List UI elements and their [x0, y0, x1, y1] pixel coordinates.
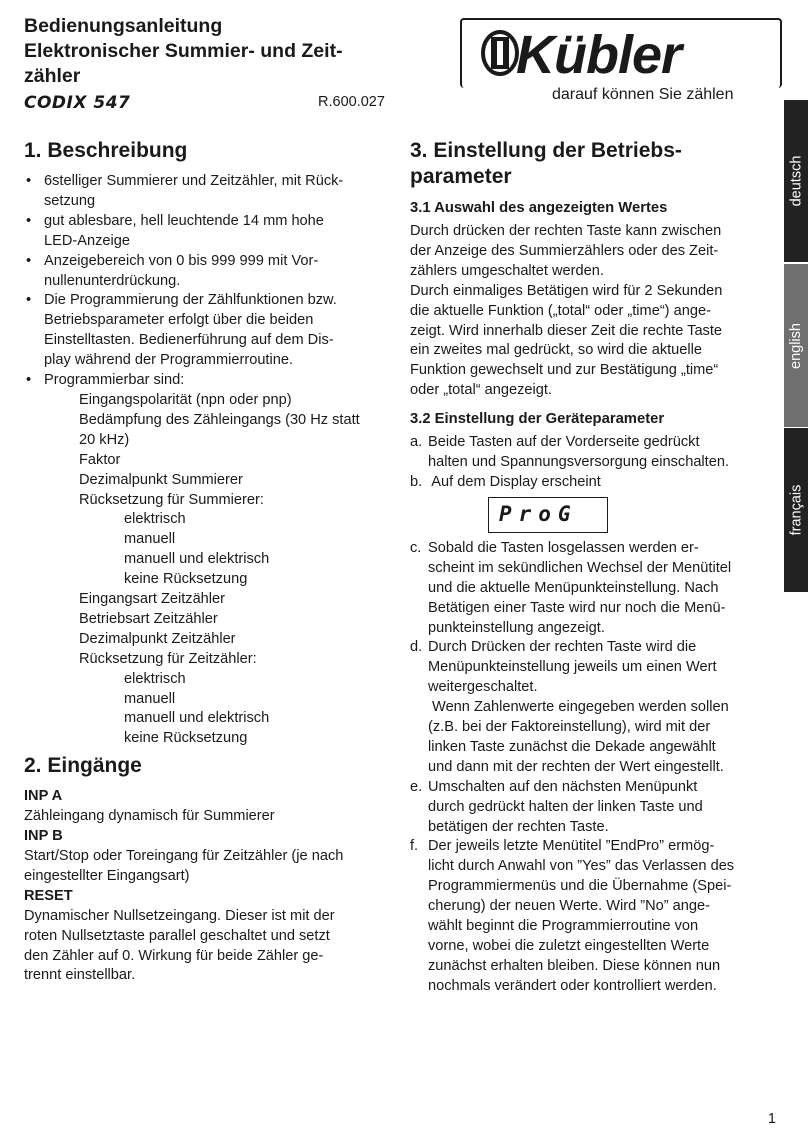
- step-marker: a.: [410, 434, 423, 451]
- step-marker: b.: [410, 473, 423, 490]
- logo-wordmark: Kübler: [516, 25, 682, 85]
- text-line: Durch einmaliges Betätigen wird für 2 Sekunden: [410, 282, 723, 299]
- heading-line: parameter: [410, 165, 512, 188]
- display-text: ProG: [499, 501, 578, 526]
- reset-label: RESET: [24, 887, 73, 904]
- step-marker: c.: [410, 539, 422, 556]
- title-line: zähler: [24, 65, 81, 87]
- reset-text: trennt einstellbar.: [24, 967, 136, 984]
- section-3-2-heading: 3.2 Einstellung der Geräteparameter: [410, 411, 665, 428]
- section-2-heading: 2. Eingänge: [24, 754, 142, 778]
- step-line: cherung) der neuen Werte. Wird ”No” ange-: [428, 898, 711, 915]
- tab-francais[interactable]: [784, 428, 808, 592]
- bullet-line: • 6stelliger Summierer und Zeitzähler, mit Rück-: [44, 173, 344, 189]
- step-line: betätigen der rechten Taste.: [428, 818, 609, 835]
- inp-b-text: eingestellter Eingangsart): [24, 867, 190, 884]
- display-readout: [488, 497, 608, 533]
- step-item: [410, 473, 776, 493]
- logo-slogan: darauf können Sie zählen: [552, 86, 734, 103]
- tab-english[interactable]: [784, 264, 808, 427]
- text-line: zeigt. Wird innerhalb dieser Zeit die rechte Taste: [410, 322, 723, 339]
- text-line: Durch drücken der rechten Taste kann zwischen: [410, 223, 722, 239]
- inp-b-text: Start/Stop oder Toreingang für Zeitzähler (je nach: [24, 848, 344, 864]
- step-line: punkteinstellung angezeigt.: [428, 619, 605, 636]
- bullet-line: setzung: [44, 192, 96, 209]
- bullet-line: • Anzeigebereich von 0 bis 999 999 mit Vor-: [44, 252, 319, 269]
- text-line: der Anzeige des Summierzählers oder des Zeit-: [410, 242, 719, 259]
- tab-deutsch[interactable]: [784, 100, 808, 262]
- step-line: weitergeschaltet.: [428, 679, 538, 696]
- left-column: [24, 138, 392, 986]
- step-line: halten und Spannungsversorgung einschalten.: [428, 454, 730, 471]
- list-item: [24, 252, 392, 292]
- title-line: Bedienungsanleitung: [24, 15, 223, 37]
- text-line: zählers umgeschaltet werden.: [410, 262, 604, 279]
- step-marker: d.: [410, 639, 423, 656]
- bullet-line: play während der Programmierroutine.: [44, 352, 294, 369]
- programmable-item: manuell: [124, 690, 176, 707]
- step-line: Betätigen einer Taste wird nur noch die Menü-: [428, 599, 726, 616]
- programmable-items: [44, 391, 392, 749]
- section-3-1-text: [410, 222, 776, 401]
- step-marker: f.: [410, 838, 419, 855]
- step-line: Programmiermenüs und die Übernahme (Spei-: [428, 878, 732, 895]
- programmable-item: manuell und elektrisch: [124, 551, 270, 568]
- step-line: scheint im sekündlichen Wechsel der Menütitel: [428, 559, 732, 576]
- bullet-line: LED-Anzeige: [44, 232, 130, 249]
- list-item: [24, 172, 392, 212]
- tab-label: français: [788, 484, 804, 536]
- step-marker: e.: [410, 778, 423, 795]
- logo-emblem-icon: [480, 28, 520, 78]
- programmable-item: keine Rücksetzung: [124, 571, 248, 588]
- programmable-label: • Programmierbar sind:: [44, 372, 185, 389]
- heading-line: 3. Einstellung der Betriebs-: [410, 139, 682, 162]
- bullet-line: Betriebsparameter erfolgt über die beiden: [44, 312, 314, 329]
- text-line: Funktion gewechselt und zur Bestätigung „time“: [410, 362, 719, 379]
- bullet-line: Einstelltasten. Bedienerführung auf dem Dis-: [44, 332, 334, 349]
- section-1-heading: 1. Beschreibung: [24, 139, 188, 162]
- kubler-logo: [460, 18, 780, 106]
- programmable-item: Dezimalpunkt Zeitzähler: [79, 630, 236, 647]
- page-number: 1: [767, 1111, 776, 1127]
- step-list: [410, 433, 776, 997]
- step-line: und dann mit der rechten der Wert eingestellt.: [428, 758, 724, 775]
- step-line: wählt beginnt die Programmierroutine von: [428, 918, 699, 935]
- inp-a-label: INP A: [24, 788, 63, 805]
- list-item: [24, 371, 392, 749]
- step-item: [410, 837, 776, 996]
- text-line: ein zweites mal gedrückt, so wird die aktuelle: [410, 342, 703, 359]
- step-line: (z.B. bei der Faktoreinstellung), wird mit der: [428, 719, 711, 736]
- step-line: vorne, wobei die zuletzt eingestellten Werte: [428, 938, 710, 954]
- programmable-item: manuell und elektrisch: [124, 710, 270, 727]
- text-line: oder „total“ angezeigt.: [410, 382, 552, 399]
- bullet-line: • Die Programmierung der Zählfunktionen bzw.: [44, 292, 337, 309]
- step-line: Durch Drücken der rechten Taste wird die: [428, 639, 697, 656]
- programmable-item: 20 kHz): [79, 431, 130, 448]
- step-line: Auf dem Display erscheint: [428, 473, 601, 490]
- document-title: [24, 14, 343, 89]
- text-line: die aktuelle Funktion („total“ oder „time“) ange-: [410, 302, 711, 319]
- programmable-item: Eingangspolarität (npn oder pnp): [79, 391, 292, 408]
- right-column: [410, 138, 776, 997]
- programmable-item: Eingangsart Zeitzähler: [79, 591, 226, 608]
- model-name: CODIX 547: [24, 93, 131, 113]
- tab-label: deutsch: [788, 155, 805, 207]
- section-3-heading: [410, 138, 776, 190]
- step-line: zunächst erhalten bleiben. Diese können nun: [428, 957, 721, 974]
- programmable-item: Betriebsart Zeitzähler: [79, 610, 218, 627]
- section-3-1-heading: 3.1 Auswahl des angezeigten Wertes: [410, 200, 668, 216]
- inp-a-text: Zähleingang dynamisch für Summierer: [24, 808, 275, 825]
- step-line: Wenn Zahlenwerte eingegeben werden sollen: [428, 699, 729, 716]
- title-line: Elektronischer Summier- und Zeit-: [24, 40, 343, 62]
- step-item: [410, 778, 776, 838]
- step-line: licht durch Anwahl von ”Yes” das Verlassen des: [428, 858, 735, 875]
- inp-b-label: INP B: [24, 828, 63, 845]
- bullet-line: nullenunterdrückung.: [44, 272, 181, 289]
- programmable-item: Rücksetzung für Zeitzähler:: [79, 650, 257, 667]
- programmable-item: elektrisch: [124, 670, 186, 687]
- step-line: Umschalten auf den nächsten Menüpunkt: [428, 778, 698, 795]
- step-line: und die aktuelle Menüpunkteinstellung. Nach: [428, 579, 719, 596]
- programmable-item: Bedämpfung des Zähleingangs (30 Hz statt: [79, 411, 360, 428]
- programmable-item: Faktor: [79, 451, 121, 468]
- step-line: linken Taste zunächst die Dekade angewählt: [428, 738, 716, 755]
- feature-list: [24, 172, 392, 749]
- programmable-item: Rücksetzung für Summierer:: [79, 491, 264, 508]
- step-line: durch gedrückt halten der linken Taste und: [428, 798, 703, 815]
- tab-label: english: [788, 322, 805, 369]
- step-line: Menüpunkteinstellung jeweils um einen Wert: [428, 659, 717, 676]
- bullet-line: • gut ablesbare, hell leuchtende 14 mm hohe: [44, 212, 324, 229]
- reset-text: Dynamischer Nullsetzeingang. Dieser ist mit der: [24, 907, 335, 924]
- step-line: Der jeweils letzte Menütitel ”EndPro” ermög-: [428, 838, 715, 855]
- reset-text: roten Nullsetztaste parallel geschaltet und setzt: [24, 927, 330, 944]
- step-line: Sobald die Tasten losgelassen werden er-: [428, 539, 699, 556]
- step-line: nochmals verändert oder kontrolliert werden.: [428, 977, 717, 994]
- list-item: [24, 212, 392, 252]
- programmable-item: keine Rücksetzung: [124, 730, 248, 747]
- document-number: R.600.027: [318, 94, 385, 110]
- programmable-item: Dezimalpunkt Summierer: [79, 471, 243, 488]
- programmable-item: elektrisch: [124, 511, 186, 528]
- list-item: [24, 291, 392, 371]
- step-line: Beide Tasten auf der Vorderseite gedrückt: [428, 434, 700, 451]
- programmable-item: manuell: [124, 531, 176, 548]
- step-item: [410, 539, 776, 639]
- step-item: [410, 433, 776, 473]
- reset-text: den Zähler auf 0. Wirkung für beide Zähler ge-: [24, 947, 324, 964]
- step-item: [410, 638, 776, 777]
